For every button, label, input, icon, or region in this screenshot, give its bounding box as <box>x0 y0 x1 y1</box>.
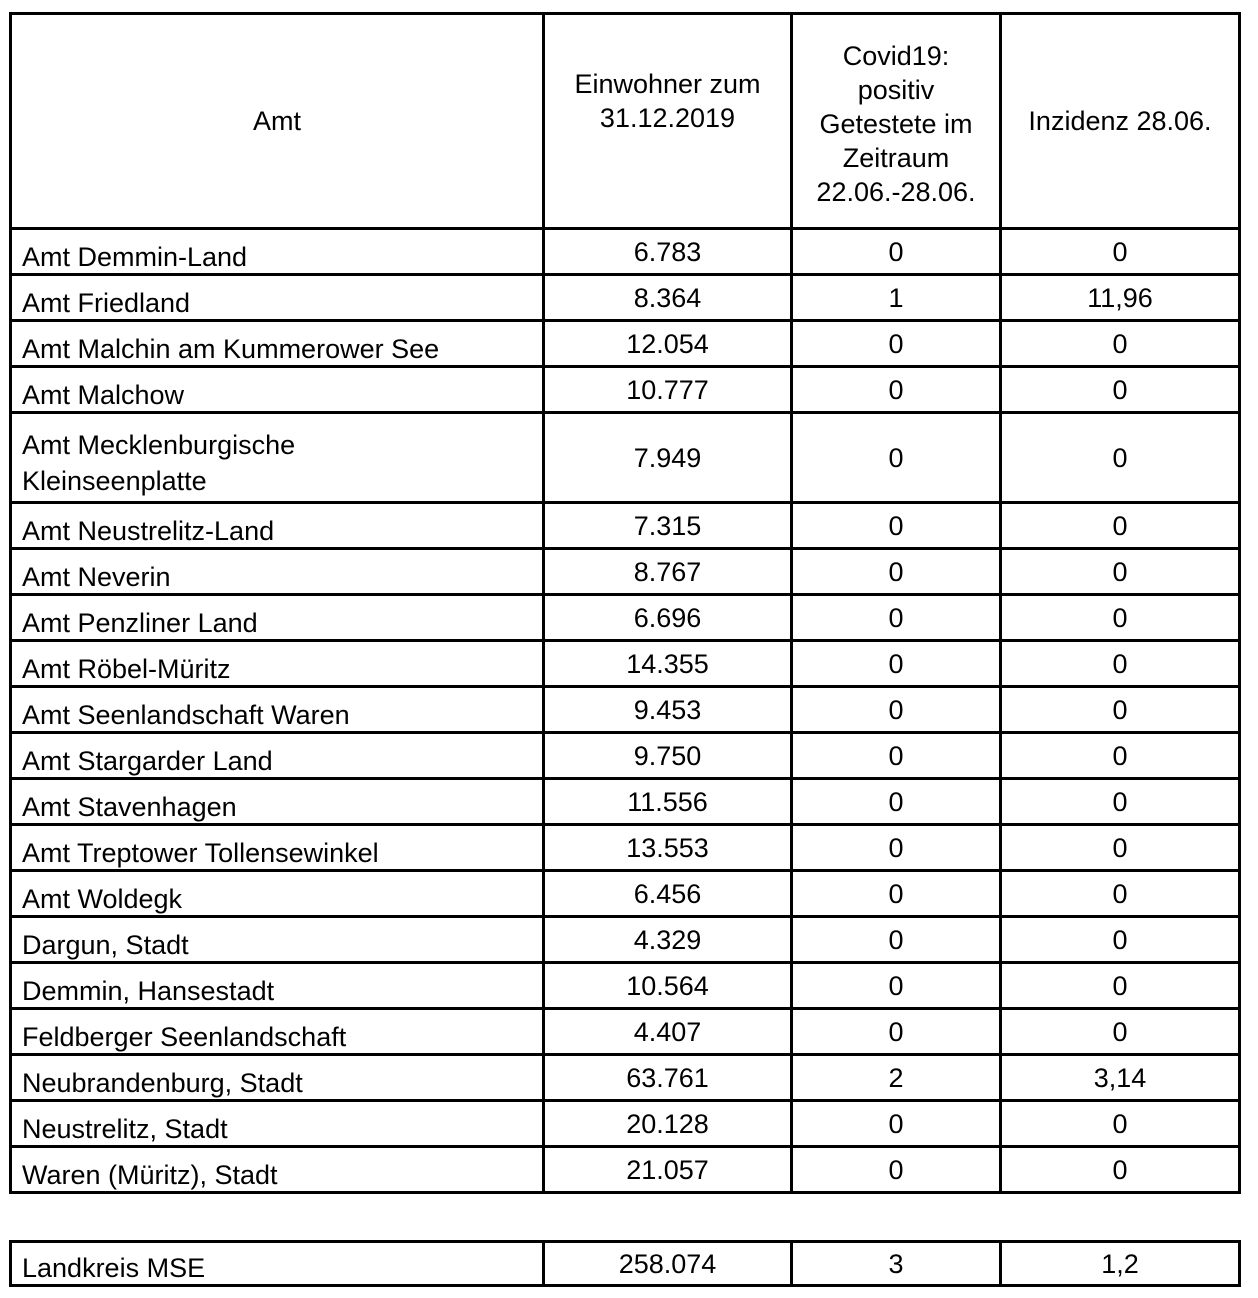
summary-table <box>9 1240 1241 1287</box>
table-row <box>11 641 1240 687</box>
cell-positiv: 0 <box>792 779 1001 825</box>
cell-inzidenz: 0 <box>1001 963 1240 1009</box>
cell-inzidenz: 11,96 <box>1001 275 1240 321</box>
header-einwohner-text: Einwohner zum 31.12.2019 <box>574 69 761 133</box>
header-positiv-text: Covid19: positiv Getestete im Zeitraum 22.06.-28.06. <box>816 41 976 207</box>
table-row <box>11 825 1240 871</box>
cell-einwohner: 21.057 <box>544 1147 792 1193</box>
cell-inzidenz: 0 <box>1001 503 1240 549</box>
table-row <box>11 503 1240 549</box>
cell-amt: Amt Friedland <box>11 275 544 321</box>
cell-amt: Feldberger Seenlandschaft <box>11 1009 544 1055</box>
cell-positiv: 0 <box>792 733 1001 779</box>
cell-positiv: 1 <box>792 275 1001 321</box>
summary-amt: Landkreis MSE <box>11 1242 544 1286</box>
covid-incidence-table <box>9 12 1241 1194</box>
table-row <box>11 1101 1240 1147</box>
cell-amt: Amt Malchin am Kummerower See <box>11 321 544 367</box>
cell-einwohner: 7.315 <box>544 503 792 549</box>
table-header <box>11 14 1240 229</box>
cell-positiv: 0 <box>792 413 1001 503</box>
table-row <box>11 1147 1240 1193</box>
table-row <box>11 963 1240 1009</box>
cell-positiv: 0 <box>792 549 1001 595</box>
cell-inzidenz: 0 <box>1001 321 1240 367</box>
header-einwohner <box>544 14 792 229</box>
cell-einwohner: 9.750 <box>544 733 792 779</box>
cell-positiv: 0 <box>792 825 1001 871</box>
cell-einwohner: 8.364 <box>544 275 792 321</box>
header-inzidenz: Inzidenz 28.06. <box>1001 14 1240 229</box>
table-row <box>11 733 1240 779</box>
cell-inzidenz: 0 <box>1001 733 1240 779</box>
cell-inzidenz: 0 <box>1001 917 1240 963</box>
cell-amt: Dargun, Stadt <box>11 917 544 963</box>
cell-positiv: 0 <box>792 641 1001 687</box>
cell-amt: Amt Neustrelitz-Land <box>11 503 544 549</box>
table-row <box>11 367 1240 413</box>
cell-inzidenz: 0 <box>1001 1009 1240 1055</box>
cell-positiv: 0 <box>792 595 1001 641</box>
cell-inzidenz: 0 <box>1001 871 1240 917</box>
cell-inzidenz: 0 <box>1001 1147 1240 1193</box>
cell-amt: Neubrandenburg, Stadt <box>11 1055 544 1101</box>
cell-einwohner: 4.329 <box>544 917 792 963</box>
cell-positiv: 0 <box>792 963 1001 1009</box>
cell-inzidenz: 0 <box>1001 413 1240 503</box>
table-row <box>11 1055 1240 1101</box>
cell-inzidenz: 0 <box>1001 1101 1240 1147</box>
cell-amt: Amt Seenlandschaft Waren <box>11 687 544 733</box>
cell-einwohner: 6.696 <box>544 595 792 641</box>
table-row <box>11 917 1240 963</box>
cell-einwohner: 11.556 <box>544 779 792 825</box>
cell-amt: Amt Neverin <box>11 549 544 595</box>
cell-positiv: 0 <box>792 229 1001 275</box>
cell-einwohner: 9.453 <box>544 687 792 733</box>
cell-inzidenz: 3,14 <box>1001 1055 1240 1101</box>
table-row <box>11 687 1240 733</box>
header-amt: Amt <box>11 14 544 229</box>
cell-einwohner: 10.777 <box>544 367 792 413</box>
cell-positiv: 0 <box>792 871 1001 917</box>
table-body <box>11 229 1240 1193</box>
table-row <box>11 549 1240 595</box>
cell-einwohner: 10.564 <box>544 963 792 1009</box>
cell-einwohner: 13.553 <box>544 825 792 871</box>
table-row <box>11 321 1240 367</box>
cell-positiv: 0 <box>792 1101 1001 1147</box>
table-row <box>11 275 1240 321</box>
cell-amt: Neustrelitz, Stadt <box>11 1101 544 1147</box>
cell-amt: Waren (Müritz), Stadt <box>11 1147 544 1193</box>
cell-positiv: 0 <box>792 321 1001 367</box>
table-row <box>11 1009 1240 1055</box>
cell-amt: Amt Mecklenburgische Kleinseenplatte <box>11 413 544 503</box>
cell-inzidenz: 0 <box>1001 825 1240 871</box>
cell-amt: Amt Treptower Tollensewinkel <box>11 825 544 871</box>
summary-row <box>11 1242 1240 1286</box>
cell-einwohner: 7.949 <box>544 413 792 503</box>
cell-positiv: 0 <box>792 1009 1001 1055</box>
cell-positiv: 0 <box>792 367 1001 413</box>
cell-amt: Demmin, Hansestadt <box>11 963 544 1009</box>
table-row <box>11 413 1240 503</box>
cell-einwohner: 63.761 <box>544 1055 792 1101</box>
cell-inzidenz: 0 <box>1001 549 1240 595</box>
cell-amt: Amt Stavenhagen <box>11 779 544 825</box>
summary-inzidenz: 1,2 <box>1001 1242 1240 1286</box>
cell-amt: Amt Penzliner Land <box>11 595 544 641</box>
cell-inzidenz: 0 <box>1001 229 1240 275</box>
header-row <box>11 14 1240 229</box>
cell-positiv: 2 <box>792 1055 1001 1101</box>
cell-einwohner: 6.783 <box>544 229 792 275</box>
cell-inzidenz: 0 <box>1001 641 1240 687</box>
cell-positiv: 0 <box>792 917 1001 963</box>
table-row <box>11 229 1240 275</box>
cell-einwohner: 6.456 <box>544 871 792 917</box>
cell-einwohner: 14.355 <box>544 641 792 687</box>
cell-einwohner: 8.767 <box>544 549 792 595</box>
cell-positiv: 0 <box>792 503 1001 549</box>
cell-positiv: 0 <box>792 687 1001 733</box>
cell-inzidenz: 0 <box>1001 595 1240 641</box>
summary-einwohner: 258.074 <box>544 1242 792 1286</box>
table-row <box>11 779 1240 825</box>
table-row <box>11 595 1240 641</box>
cell-amt: Amt Demmin-Land <box>11 229 544 275</box>
cell-positiv: 0 <box>792 1147 1001 1193</box>
cell-inzidenz: 0 <box>1001 367 1240 413</box>
cell-inzidenz: 0 <box>1001 687 1240 733</box>
cell-einwohner: 4.407 <box>544 1009 792 1055</box>
table-row <box>11 871 1240 917</box>
summary-positiv: 3 <box>792 1242 1001 1286</box>
cell-amt: Amt Malchow <box>11 367 544 413</box>
cell-amt: Amt Röbel-Müritz <box>11 641 544 687</box>
cell-einwohner: 20.128 <box>544 1101 792 1147</box>
cell-amt: Amt Woldegk <box>11 871 544 917</box>
cell-einwohner: 12.054 <box>544 321 792 367</box>
cell-inzidenz: 0 <box>1001 779 1240 825</box>
header-positiv <box>792 14 1001 229</box>
cell-amt: Amt Stargarder Land <box>11 733 544 779</box>
